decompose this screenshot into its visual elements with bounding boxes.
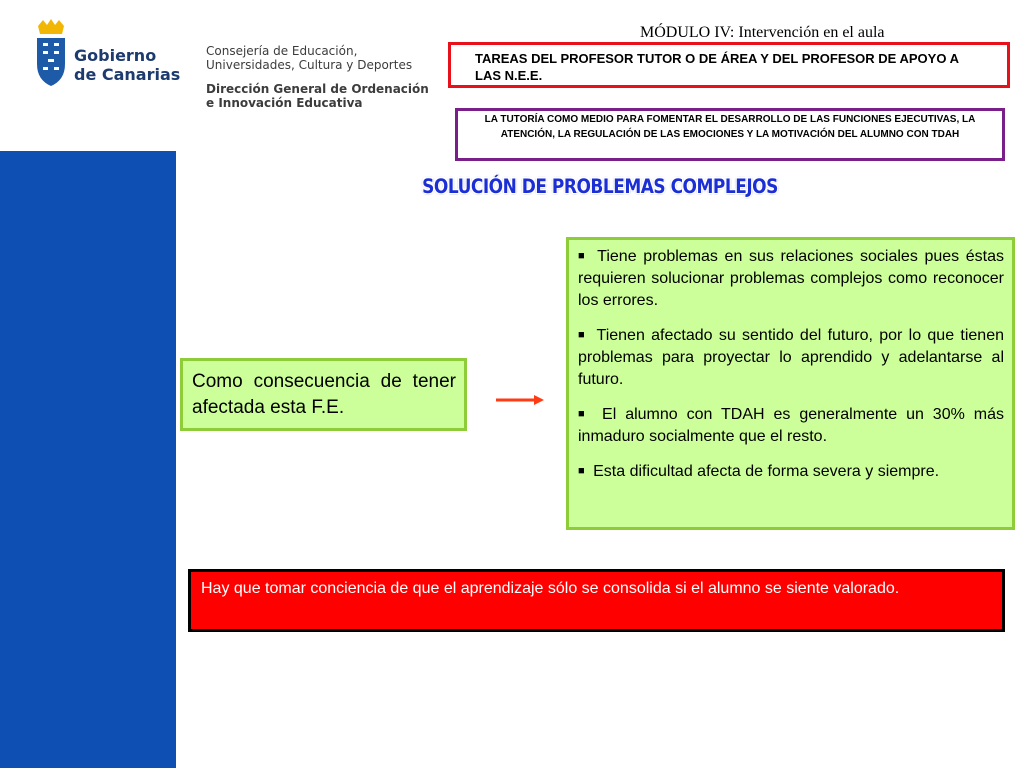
bullet-icon: ■ xyxy=(578,250,587,262)
direccion-line2: e Innovación Educativa xyxy=(206,96,363,110)
logo-text-line2: de Canarias xyxy=(74,65,181,84)
consejeria-line2: Universidades, Cultura y Deportes xyxy=(206,58,413,72)
direccion-line1: Dirección General de Ordenación xyxy=(206,82,429,96)
consequence-item xyxy=(578,324,1004,391)
bullet-icon: ■ xyxy=(578,408,590,420)
consequences-box xyxy=(566,237,1015,530)
section-title: SOLUCIÓN DE PROBLEMAS COMPLEJOS xyxy=(422,175,778,199)
consequence-item xyxy=(578,245,1004,312)
consequence-item xyxy=(578,403,1004,448)
module-title: MÓDULO IV: Intervención en el aula xyxy=(640,24,885,41)
coat-of-arms-icon xyxy=(34,18,68,90)
direccion-label xyxy=(206,82,436,110)
consejeria-line1: Consejería de Educación, xyxy=(206,44,358,58)
bullet-icon: ■ xyxy=(578,329,587,341)
conclusion-box: Hay que tomar conciencia de que el aprendizaje sólo se consolida si el alumno se siente valorado. xyxy=(188,569,1005,632)
consequence-text: El alumno con TDAH es generalmente un 30% más inmaduro socialmente que el resto. xyxy=(578,406,1004,445)
consequence-text: Tiene problemas en sus relaciones sociales pues éstas requieren solucionar problemas complejos como reconocer los errores. xyxy=(578,248,1005,309)
consejeria-label xyxy=(206,44,436,72)
gobierno-canarias-logo xyxy=(34,18,184,90)
bullet-icon: ■ xyxy=(578,465,585,477)
consequence-item xyxy=(578,460,1004,483)
topic-box: TAREAS DEL PROFESOR TUTOR O DE ÁREA Y DEL PROFESOR DE APOYO A LAS N.E.E. xyxy=(448,42,1010,88)
cause-box: Como consecuencia de tener afectada esta F.E. xyxy=(180,358,467,431)
sidebar-band xyxy=(0,151,176,768)
consequence-text: Esta dificultad afecta de forma severa y siempre. xyxy=(593,463,940,480)
consequence-text: Tienen afectado su sentido del futuro, por lo que tienen problemas para proyectar lo aprendido y adelantarse al futuro. xyxy=(578,327,1004,388)
subtopic-box: LA TUTORÍA COMO MEDIO PARA FOMENTAR EL DESARROLLO DE LAS FUNCIONES EJECUTIVAS, LA ATENCIÓN, LA REGULACIÓN DE LAS EMOCIONES Y LA MOTIVACIÓN DEL ALUMNO CON TDAH xyxy=(455,108,1005,161)
right-arrow-icon xyxy=(496,392,546,408)
logo-text-line1: Gobierno xyxy=(74,46,157,65)
